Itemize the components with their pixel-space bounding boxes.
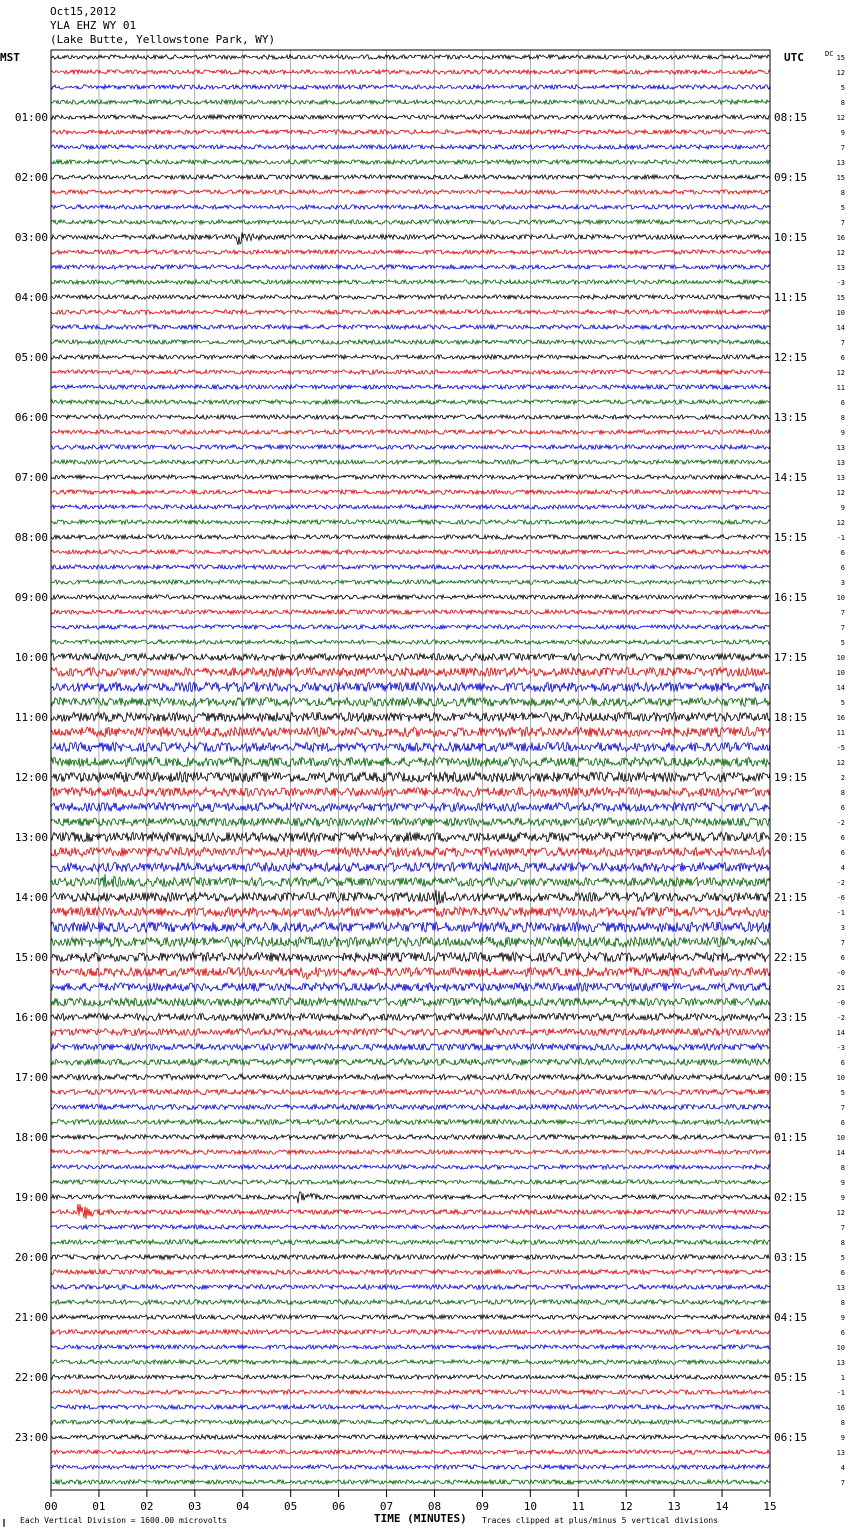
dc-offset-label: 7: [840, 624, 845, 632]
dc-offset-label: 12: [836, 249, 845, 257]
dc-offset-label: 4: [840, 1464, 845, 1472]
dc-offset-label: 5: [840, 84, 845, 92]
hour-label-utc: 10:15: [774, 231, 808, 244]
trace-line: [51, 1375, 770, 1379]
dc-offset-label: 14: [836, 324, 845, 332]
trace-line: [51, 250, 770, 254]
hour-label-utc: 13:15: [774, 411, 808, 424]
trace-line: [51, 340, 770, 344]
trace-line: [51, 1435, 770, 1439]
x-tick-label: 06: [331, 1500, 346, 1513]
dc-offset-label: 7: [840, 1479, 845, 1487]
trace-line: [51, 654, 770, 661]
x-tick-label: 02: [140, 1500, 154, 1513]
trace-line: [51, 205, 770, 209]
hour-label-mst: 12:00: [14, 771, 48, 784]
dc-offset-label: 11: [836, 729, 845, 737]
dc-offset-label: 6: [840, 549, 845, 557]
dc-offset-label: 6: [840, 849, 845, 857]
trace-line: [51, 70, 770, 74]
dc-offset-label: 12: [836, 759, 845, 767]
trace-line: [51, 355, 770, 359]
hour-label-utc: 06:15: [774, 1431, 808, 1444]
header-date: Oct15,2012: [50, 5, 117, 18]
trace-line: [51, 1044, 770, 1051]
dc-offset-label: 16: [836, 714, 845, 722]
trace-line: [51, 787, 770, 796]
x-tick-label: 00: [44, 1500, 58, 1513]
hour-label-mst: 05:00: [14, 351, 48, 364]
trace-line: [51, 310, 770, 314]
trace-line: [51, 874, 770, 887]
trace-line: [51, 922, 770, 932]
trace-line: [51, 772, 770, 782]
dc-offset-label: 9: [840, 1179, 845, 1187]
trace-line: [51, 400, 770, 404]
x-tick-label: 05: [284, 1500, 298, 1513]
trace-line: [51, 505, 770, 509]
dc-offset-label: 8: [840, 1299, 845, 1307]
dc-offset-label: 7: [840, 219, 845, 227]
x-tick-label: 10: [523, 1500, 537, 1513]
dc-offset-label: 1: [840, 1374, 845, 1382]
dc-offset-label: 8: [840, 1239, 845, 1247]
trace-line: [51, 1390, 770, 1394]
dc-offset-label: -1: [836, 534, 845, 542]
x-tick-label: 11: [571, 1500, 585, 1513]
hour-label-mst: 17:00: [14, 1071, 48, 1084]
hour-label-mst: 09:00: [14, 591, 48, 604]
dc-offset-label: 8: [840, 189, 845, 197]
dc-offset-label: 6: [840, 804, 845, 812]
dc-offset-label: 6: [840, 834, 845, 842]
dc-offset-label: 9: [840, 1314, 845, 1322]
hour-label-utc: 18:15: [774, 711, 808, 724]
trace-line: [51, 580, 770, 584]
trace-line: [51, 1135, 770, 1140]
trace-line: [51, 1330, 770, 1335]
dc-offset-label: 12: [836, 1209, 845, 1217]
hour-label-mst: 01:00: [14, 111, 48, 124]
trace-line: [51, 370, 770, 374]
trace-line: [51, 55, 770, 59]
trace-line: [51, 415, 770, 419]
trace-line: [51, 160, 770, 164]
hour-label-mst: 18:00: [14, 1131, 48, 1144]
trace-line: [51, 983, 770, 991]
footer-left-mark: ∥: [2, 1518, 6, 1527]
trace-line: [51, 682, 770, 692]
hour-label-utc: 16:15: [774, 591, 808, 604]
hour-label-utc: 00:15: [774, 1071, 808, 1084]
dc-offset-label: 7: [840, 1224, 845, 1232]
hour-label-utc: 22:15: [774, 951, 808, 964]
trace-line: [51, 1360, 770, 1364]
hour-label-mst: 19:00: [14, 1191, 48, 1204]
trace-line: [51, 803, 770, 812]
dc-offset-label: 15: [836, 54, 845, 62]
hour-label-utc: 17:15: [774, 651, 808, 664]
hour-label-mst: 15:00: [14, 951, 48, 964]
trace-line: [51, 610, 770, 614]
trace-line: [51, 1450, 770, 1454]
trace-line: [51, 668, 770, 677]
dc-offset-label: 8: [840, 414, 845, 422]
trace-line: [51, 220, 770, 224]
dc-offset-label: 10: [836, 594, 845, 602]
dc-offset-label: 7: [840, 939, 845, 947]
dc-offset-label: -6: [836, 894, 845, 902]
trace-line: [51, 907, 770, 917]
trace-line: [51, 100, 770, 104]
trace-line: [51, 1255, 770, 1260]
dc-offset-label: 11: [836, 384, 845, 392]
hour-label-mst: 23:00: [14, 1431, 48, 1444]
dc-offset-label: 12: [836, 519, 845, 527]
trace-line: [51, 757, 770, 766]
dc-offset-label: 7: [840, 609, 845, 617]
dc-offset-label: 3: [840, 579, 845, 587]
trace-line: [51, 535, 770, 539]
trace-line: [51, 698, 770, 707]
dc-offset-label: 9: [840, 1434, 845, 1442]
trace-line: [51, 265, 770, 269]
dc-offset-label: 13: [836, 1449, 845, 1457]
hour-label-mst: 03:00: [14, 231, 48, 244]
dc-offset-label: 4: [840, 864, 845, 872]
trace-line: [51, 862, 770, 871]
trace-line: [51, 520, 770, 524]
dc-offset-label: 12: [836, 114, 845, 122]
dc-offset-label: 8: [840, 99, 845, 107]
trace-line: [51, 1405, 770, 1409]
trace-line: [51, 890, 770, 905]
hour-label-utc: 08:15: [774, 111, 808, 124]
dc-offset-label: 10: [836, 1134, 845, 1142]
hour-label-utc: 11:15: [774, 291, 808, 304]
trace-line: [51, 1204, 770, 1219]
trace-line: [51, 430, 770, 434]
trace-line: [51, 847, 770, 856]
dc-offset-label: 16: [836, 234, 845, 242]
dc-offset-label: -0: [836, 969, 845, 977]
hour-label-mst: 06:00: [14, 411, 48, 424]
trace-line: [51, 130, 770, 134]
dc-offset-label: 6: [840, 564, 845, 572]
hour-label-mst: 02:00: [14, 171, 48, 184]
hour-label-mst: 22:00: [14, 1371, 48, 1384]
dc-offset-label: 15: [836, 174, 845, 182]
trace-line: [51, 937, 770, 947]
dc-offset-label: 5: [840, 204, 845, 212]
dc-offset-label: 10: [836, 1074, 845, 1082]
trace-line: [51, 445, 770, 449]
trace-group: [51, 55, 770, 1484]
hour-label-utc: 01:15: [774, 1131, 808, 1144]
dc-offset-label: 16: [836, 1404, 845, 1412]
x-tick-label: 04: [236, 1500, 250, 1513]
hour-label-utc: 23:15: [774, 1011, 808, 1024]
dc-offset-label: 10: [836, 669, 845, 677]
trace-line: [51, 1192, 770, 1204]
hour-label-mst: 21:00: [14, 1311, 48, 1324]
dc-offset-label: 13: [836, 1359, 845, 1367]
trace-line: [51, 952, 770, 961]
dc-offset-label: 9: [840, 1194, 845, 1202]
dc-offset-label: 10: [836, 1344, 845, 1352]
dc-offset-label: -2: [836, 1014, 845, 1022]
dc-offset-label: 12: [836, 69, 845, 77]
x-tick-label: 15: [763, 1500, 777, 1513]
trace-line: [51, 1315, 770, 1319]
trace-line: [51, 115, 770, 119]
hour-label-mst: 13:00: [14, 831, 48, 844]
trace-line: [51, 1059, 770, 1066]
dc-offset-label: -1: [836, 1389, 845, 1397]
trace-line: [51, 1345, 770, 1349]
trace-line: [51, 1165, 770, 1169]
dc-offset-label: -3: [836, 1044, 845, 1052]
dc-offset-label: 3: [840, 924, 845, 932]
dc-offset-label: 7: [840, 1104, 845, 1112]
dc-offset-label: 13: [836, 1284, 845, 1292]
trace-line: [51, 233, 770, 246]
trace-line: [51, 1089, 770, 1094]
trace-line: [51, 1465, 770, 1469]
trace-line: [51, 832, 770, 842]
trace-line: [51, 625, 770, 629]
x-tick-label: 13: [667, 1500, 681, 1513]
dc-offset-label: 8: [840, 1164, 845, 1172]
hour-label-mst: 14:00: [14, 891, 48, 904]
dc-offset-label: 9: [840, 429, 845, 437]
trace-line: [51, 85, 770, 89]
dc-offset-label: 9: [840, 504, 845, 512]
dc-offset-label: 6: [840, 399, 845, 407]
hour-label-utc: 15:15: [774, 531, 808, 544]
dc-offset-label: 13: [836, 444, 845, 452]
trace-line: [51, 460, 770, 464]
hour-label-mst: 08:00: [14, 531, 48, 544]
trace-line: [51, 295, 770, 299]
header-station: YLA EHZ WY 01: [50, 19, 137, 32]
dc-offset-label: -2: [836, 819, 845, 827]
label-group: [15, 54, 845, 1513]
trace-line: [51, 640, 770, 644]
trace-line: [51, 1225, 770, 1229]
dc-offset-label: -0: [836, 999, 845, 1007]
dc-offset-label: -5: [836, 744, 845, 752]
plot-frame: [51, 50, 770, 1490]
dc-offset-label: 14: [836, 1149, 845, 1157]
trace-line: [51, 818, 770, 826]
hour-label-utc: 20:15: [774, 831, 808, 844]
x-tick-label: 03: [188, 1500, 202, 1513]
hour-label-utc: 04:15: [774, 1311, 808, 1324]
trace-line: [51, 1480, 770, 1484]
trace-line: [51, 550, 770, 554]
trace-line: [51, 1240, 770, 1245]
hour-label-utc: 03:15: [774, 1251, 808, 1264]
dc-offset-label: 5: [840, 699, 845, 707]
trace-line: [51, 175, 770, 179]
dc-offset-label: 10: [836, 309, 845, 317]
hour-label-mst: 07:00: [14, 471, 48, 484]
dc-offset-label: -2: [836, 879, 845, 887]
hour-label-utc: 21:15: [774, 891, 808, 904]
dc-offset-label: 7: [840, 144, 845, 152]
trace-line: [51, 1150, 770, 1154]
hour-label-utc: 09:15: [774, 171, 808, 184]
dc-offset-label: 10: [836, 654, 845, 662]
dc-offset-label: 15: [836, 294, 845, 302]
trace-line: [51, 475, 770, 479]
trace-line: [51, 1180, 770, 1184]
hour-label-mst: 20:00: [14, 1251, 48, 1264]
dc-offset-label: 21: [836, 984, 845, 992]
dc-offset-label: 9: [840, 129, 845, 137]
trace-line: [51, 742, 770, 751]
dc-offset-label: 5: [840, 639, 845, 647]
x-axis-title: TIME (MINUTES): [374, 1512, 467, 1525]
hour-label-mst: 11:00: [14, 711, 48, 724]
hour-label-utc: 12:15: [774, 351, 808, 364]
dc-offset-label: 6: [840, 1329, 845, 1337]
right-axis-title: UTC: [784, 51, 804, 64]
dc-offset-label: 13: [836, 159, 845, 167]
hour-label-utc: 19:15: [774, 771, 808, 784]
dc-offset-label: 8: [840, 789, 845, 797]
hour-label-mst: 10:00: [14, 651, 48, 664]
dc-offset-label: 5: [840, 1254, 845, 1262]
trace-line: [51, 727, 770, 737]
x-tick-label: 01: [92, 1500, 106, 1513]
trace-line: [51, 1420, 770, 1424]
x-tick-label: 08: [427, 1500, 442, 1513]
trace-line: [51, 1029, 770, 1036]
trace-line: [51, 490, 770, 494]
hour-label-utc: 14:15: [774, 471, 808, 484]
x-tick-label: 14: [715, 1500, 729, 1513]
trace-line: [51, 1285, 770, 1290]
hour-label-mst: 16:00: [14, 1011, 48, 1024]
x-tick-label: 09: [475, 1500, 490, 1513]
dc-offset-label: 13: [836, 474, 845, 482]
dc-offset-label: -3: [836, 279, 845, 287]
dc-label: DC: [825, 50, 834, 58]
dc-offset-label: 12: [836, 369, 845, 377]
trace-line: [51, 1119, 770, 1124]
dc-offset-label: 13: [836, 264, 845, 272]
trace-line: [51, 998, 770, 1006]
trace-line: [51, 595, 770, 599]
trace-line: [51, 1074, 770, 1080]
trace-line: [51, 565, 770, 569]
header-location: (Lake Butte, Yellowstone Park, WY): [50, 33, 276, 46]
vertical-division-note: Each Vertical Division = 1600.00 microvolts: [20, 1516, 228, 1525]
trace-line: [51, 967, 770, 979]
trace-line: [51, 190, 770, 194]
trace-line: [51, 1013, 770, 1020]
dc-offset-label: 6: [840, 1119, 845, 1127]
dc-offset-label: 6: [840, 954, 845, 962]
hour-label-utc: 02:15: [774, 1191, 808, 1204]
dc-offset-label: 6: [840, 354, 845, 362]
dc-offset-label: 6: [840, 1269, 845, 1277]
dc-offset-label: 6: [840, 1059, 845, 1067]
dc-offset-label: 7: [840, 339, 845, 347]
dc-offset-label: 14: [836, 684, 845, 692]
dc-offset-label: -1: [836, 909, 845, 917]
dc-offset-label: 2: [840, 774, 845, 782]
clip-note: Traces clipped at plus/minus 5 vertical divisions: [482, 1516, 719, 1525]
trace-line: [51, 385, 770, 389]
trace-line: [51, 1270, 770, 1275]
trace-line: [51, 325, 770, 329]
hour-label-mst: 04:00: [14, 291, 48, 304]
x-tick-label: 07: [379, 1500, 394, 1513]
trace-line: [51, 145, 770, 149]
x-tick-label: 12: [619, 1500, 633, 1513]
left-axis-title: MST: [0, 51, 20, 64]
dc-offset-label: 12: [836, 489, 845, 497]
trace-line: [51, 1104, 770, 1109]
trace-line: [51, 1300, 770, 1305]
trace-line: [51, 712, 770, 721]
hour-label-utc: 05:15: [774, 1371, 808, 1384]
dc-offset-label: 8: [840, 1419, 845, 1427]
dc-offset-label: 14: [836, 1029, 845, 1037]
dc-offset-label: 13: [836, 459, 845, 467]
trace-line: [51, 280, 770, 284]
dc-offset-label: 5: [840, 1089, 845, 1097]
